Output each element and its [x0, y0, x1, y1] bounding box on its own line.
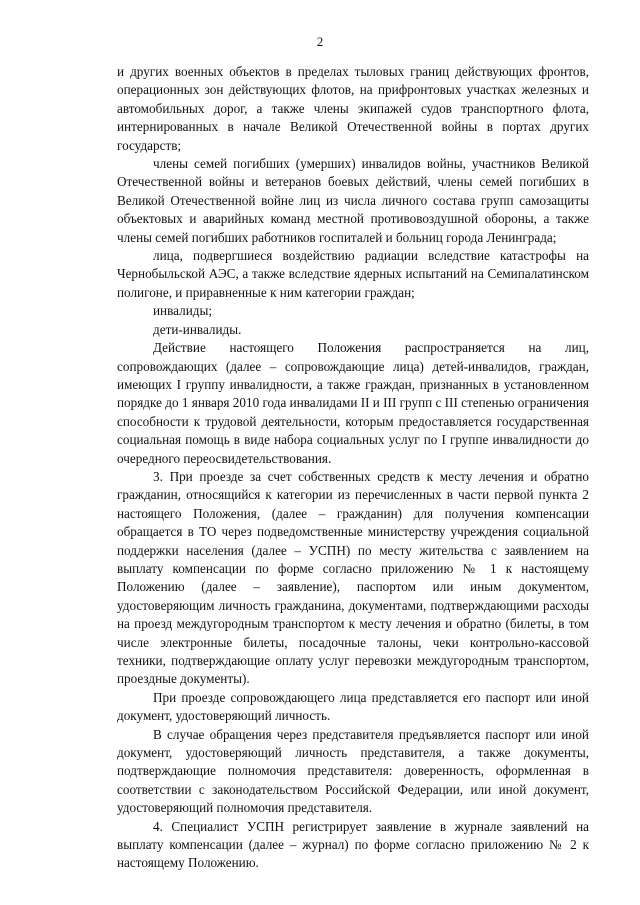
- paragraph-2: члены семей погибших (умерших) инвалидов войны, участников Великой Отечественной войны и ветеранов боевых действий, члены семей погибших в Великой Отечественной войне лиц из числа личного состава групп самозащиты объектовых и аварийных команд местной противовоздушной обороны, а также члены семей погибших работников госпиталей и больниц города Ленинграда;: [117, 156, 589, 245]
- document-body: [117, 63, 589, 873]
- paragraph-9: В случае обращения через представителя предъявляется паспорт или иной документ, удостоверяющий личность представителя, а также документы, подтверждающие полномочия представителя: доверенность, оформленная в соответствии с законодательством Российской Федерации, или иной документ, удостоверяющий полномочия представителя.: [117, 726, 589, 816]
- paragraph-8: При проезде сопровождающего лица представляется его паспорт или иной документ, удостоверяющий личность.: [117, 689, 589, 724]
- paragraph-5: дети-инвалиды.: [153, 321, 242, 337]
- paragraph-3: лица, подвергшиеся воздействию радиации вследствие катастрофы на Чернобыльской АЭС, а также вследствие ядерных испытаний на Семипалатинском полигоне, и приравненные к ним категории граждан;: [117, 248, 589, 300]
- paragraph-4: инвалиды;: [153, 303, 213, 319]
- paragraph-7: 3. При проезде за счет собственных средств к месту лечения и обратно гражданин, относящийся к категории из перечисленных в части первой пункта 2 настоящего Положения, (далее – гражданин) для получения компенсации обращается в ТО через подведомственные министерству учреждения социальной поддержки населения (далее – УСПН) по месту жительства с заявлением на выплату компенсации по форме согласно приложению № 1 к настоящему Положению (далее – заявление), паспортом или иным документом, удостоверяющим личность гражданина, документами, подтверждающими расходы на проезд междугородным транспортом к месту лечения и обратно (билеты, в том числе электронные билеты, посадочные талоны, чеки контрольно-кассовой техники, подтверждающие оплату услуг перевозки междугородным транспортом, проездные документы).: [117, 468, 589, 687]
- paragraph-1: и других военных объектов в пределах тыловых границ действующих фронтов, операционных зон действующих флотов, на прифронтовых участках железных и автомобильных дорог, а также члены экипажей судов транспортного флота, интернированных в начале Великой Отечественной войны в портах других государств;: [117, 64, 589, 153]
- page-number: 2: [316, 34, 324, 49]
- paragraph-10: 4. Специалист УСПН регистрирует заявление в журнале заявлений на выплату компенсации (далее – журнал) по форме согласно приложению № 2 к настоящему Положению.: [117, 818, 589, 871]
- paragraph-6: Действие настоящего Положения распространяется на лиц, сопровождающих (далее – сопровождающие лица) детей-инвалидов, граждан, имеющих I группу инвалидности, а также граждан, признанных в установленном порядке до 1 января 2010 года инвалидами II и III групп с III степенью ограничения способности к трудовой деятельности, которым предоставляется государственная социальная помощь в виде набора социальных услуг по I группе инвалидности до очередного переосвидетельствования.: [117, 340, 589, 466]
